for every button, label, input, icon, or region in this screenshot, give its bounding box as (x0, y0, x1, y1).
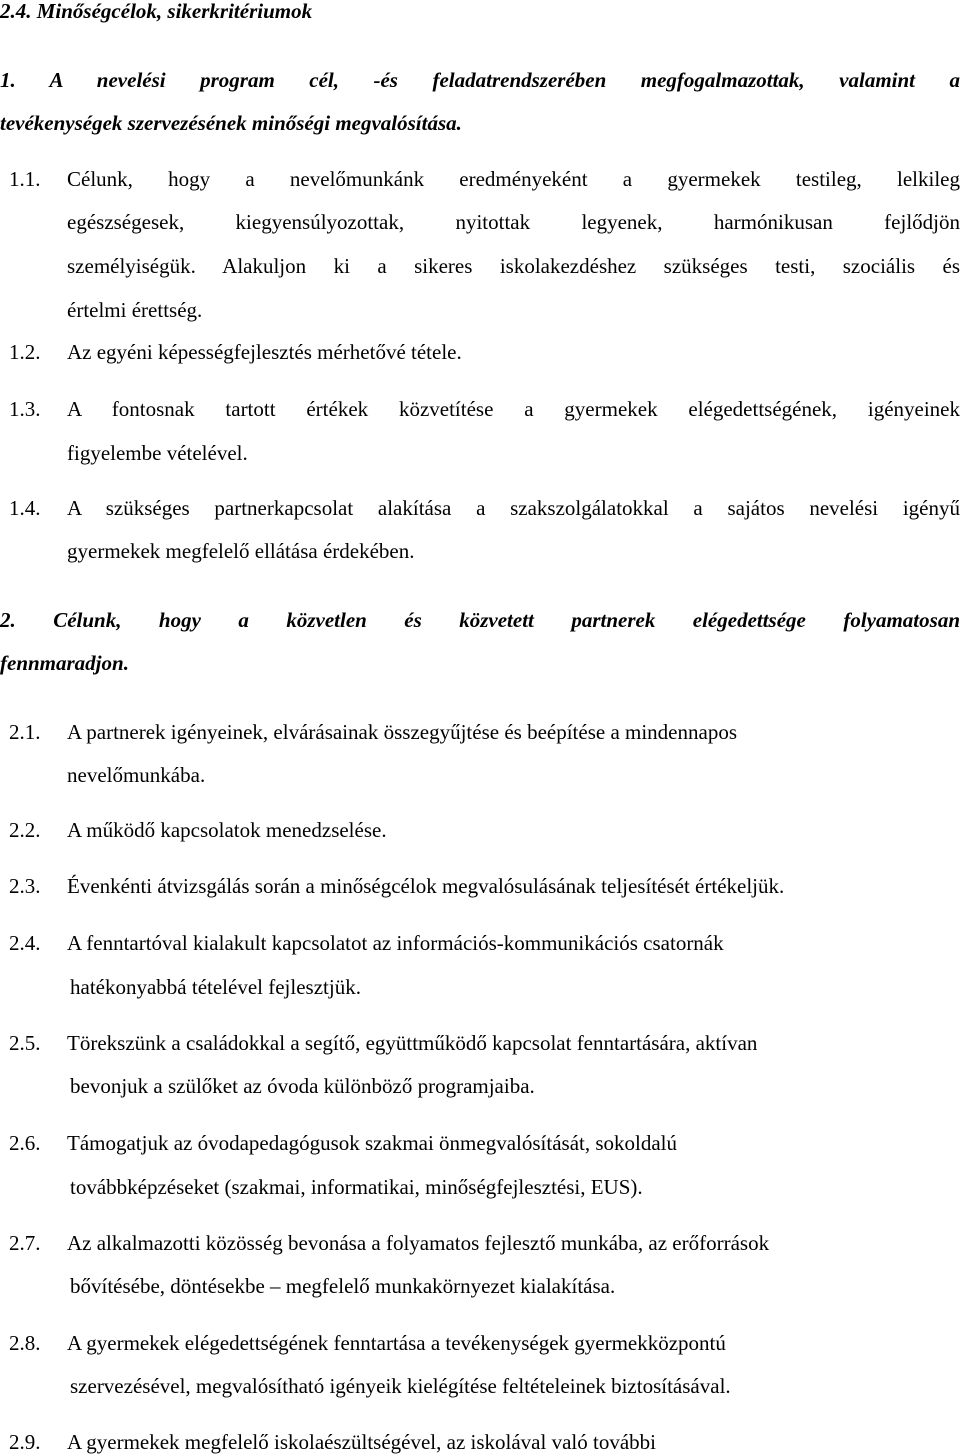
item-1-4-line: gyermekek megfelelő ellátása érdekében. (67, 539, 415, 563)
item-number: 2.3. (9, 874, 41, 898)
item-1-4-line: A szükséges partnerkapcsolat alakítása a szakszolgálatokkal a sajátos nevelési igényű (67, 496, 960, 520)
item-1-2-line: Az egyéni képességfejlesztés mérhetővé tétele. (67, 340, 462, 364)
item-2-1-line: A partnerek igényeinek, elvárásainak összegyűjtése és beépítése a mindennapos (67, 720, 738, 744)
item-number: 2.4. (9, 931, 41, 955)
item-2-4-line: A fenntartóval kialakult kapcsolatot az információs-kommunikációs csatornák (67, 931, 724, 955)
item-number: 2.6. (9, 1131, 41, 1155)
item-2-5-line: bevonjuk a szülőket az óvoda különböző programjaiba. (70, 1074, 535, 1098)
item-number: 2.8. (9, 1331, 41, 1355)
item-2-2-line: A működő kapcsolatok menedzselése. (67, 818, 387, 842)
item-2-4-line: hatékonyabbá tételével fejlesztjük. (70, 975, 361, 999)
item-2-6-line: Támogatjuk az óvodapedagógusok szakmai önmegvalósítását, sokoldalú (67, 1131, 678, 1155)
item-number: 1.4. (9, 496, 41, 520)
item-number: 2.5. (9, 1031, 41, 1055)
item-2-7-line: Az alkalmazotti közösség bevonása a folyamatos fejlesztő munkába, az erőforrások (67, 1231, 770, 1255)
goal-1-line-1: 1. A nevelési program cél, -és feladatrendszerében megfogalmazottak, valamint a (0, 68, 960, 92)
item-2-3-line: Évenkénti átvizsgálás során a minőségcélok megvalósulásának teljesítését értékeljük. (67, 874, 785, 898)
item-1-3-line: figyelembe vételével. (67, 441, 248, 465)
item-number: 2.1. (9, 720, 41, 744)
item-number: 1.2. (9, 340, 41, 364)
item-number: 2.2. (9, 818, 41, 842)
goal-1-line-2: tevékenységek szervezésének minőségi megvalósítása. (0, 111, 462, 135)
item-2-8-line: A gyermekek elégedettségének fenntartása a tevékenységek gyermekközpontú (67, 1331, 726, 1355)
item-1-1-line: értelmi érettség. (67, 298, 203, 322)
item-1-1-line: személyiségük. Alakuljon ki a sikeres iskolakezdéshez szükséges testi, szociális és (67, 254, 960, 278)
item-number: 1.3. (9, 397, 41, 421)
item-2-8-line: szervezésével, megvalósítható igényeik kielégítése feltételeinek biztosításával. (70, 1374, 731, 1398)
item-2-6-line: továbbképzéseket (szakmai, informatikai, minőségfejlesztési, EUS). (70, 1175, 643, 1199)
item-1-1-line: egészségesek, kiegyensúlyozottak, nyitottak legyenek, harmónikusan fejlődjön (67, 210, 960, 234)
item-number: 1.1. (9, 167, 41, 191)
goal-2-line-2: fennmaradjon. (0, 651, 129, 675)
item-2-7-line: bővítésébe, döntésekbe – megfelelő munkakörnyezet kialakítása. (70, 1274, 616, 1298)
goal-2-line-1: 2. Célunk, hogy a közvetlen és közvetett partnerek elégedettsége folyamatosan (0, 608, 960, 632)
section-heading: 2.4. Minőségcélok, sikerkritériumok (0, 0, 313, 23)
item-1-3-line: A fontosnak tartott értékek közvetítése a gyermekek elégedettségének, igényeinek (67, 397, 960, 421)
item-number: 2.7. (9, 1231, 41, 1255)
item-number: 2.9. (9, 1430, 41, 1454)
item-2-1-line: nevelőmunkába. (67, 763, 206, 787)
item-1-1-line: Célunk, hogy a nevelőmunkánk eredményeként a gyermekek testileg, lelkileg (67, 167, 960, 191)
item-2-5-line: Törekszünk a családokkal a segítő, együttműködő kapcsolat fenntartására, aktívan (67, 1031, 758, 1055)
item-2-9-line: A gyermekek megfelelő iskolaészültségével, az iskolával való további (67, 1430, 656, 1454)
